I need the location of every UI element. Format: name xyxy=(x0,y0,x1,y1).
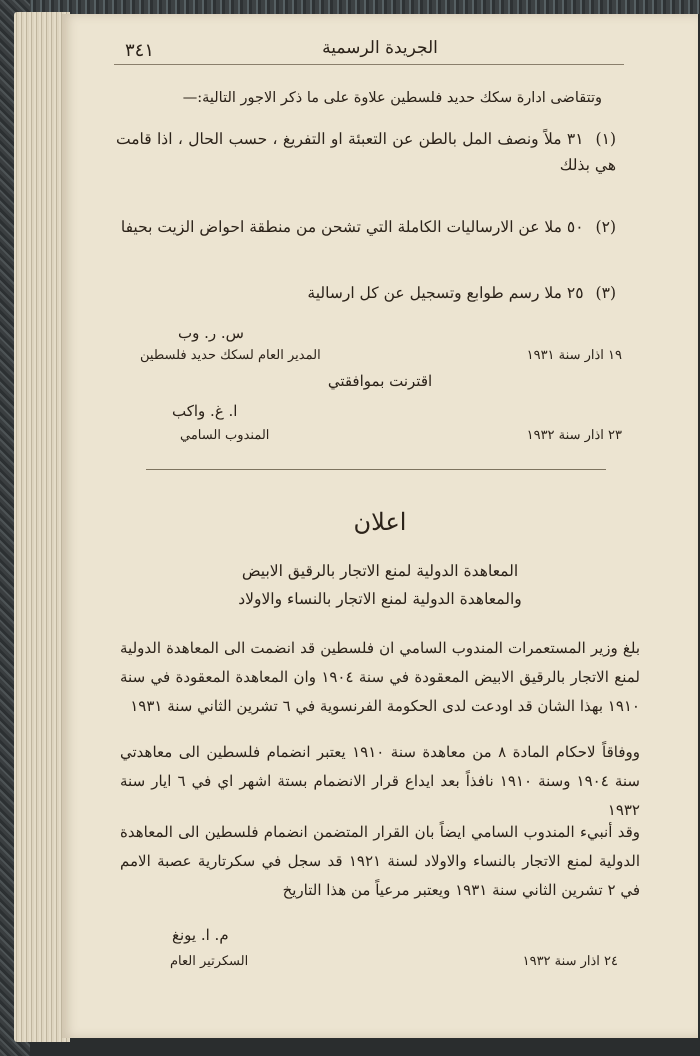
notice-subtitle-2: والمعاهدة الدولية لمنع الاتجار بالنساء والاولاد xyxy=(238,590,522,608)
list-item-2 xyxy=(116,214,616,240)
approval-text: اقترنت بموافقتي xyxy=(327,372,433,390)
signature-date-2: ٢٣ اذار سنة ١٩٣٢ xyxy=(526,428,622,443)
intro-text: وتتقاضى ادارة سكك حديد فلسطين علاوة على ما ذكر الاجور التالية:— xyxy=(182,90,602,106)
signatory-title-3: السكرتير العام xyxy=(170,954,249,969)
section-divider xyxy=(146,469,606,470)
signatory-title-1: المدير العام لسكك حديد فلسطين xyxy=(140,348,321,363)
signatory-name-1: س. ر. وب xyxy=(178,324,244,342)
signature-date-3: ٢٤ اذار سنة ١٩٣٢ xyxy=(522,954,618,969)
page-number: ٣٤١ xyxy=(124,40,154,61)
header-rule xyxy=(114,64,624,65)
list-item-1 xyxy=(116,126,616,178)
page-title: الجريدة الرسمية xyxy=(322,38,438,58)
notice-subtitle-1: المعاهدة الدولية لمنع الاتجار بالرقيق الابيض xyxy=(241,562,519,580)
item-number: (١) xyxy=(595,130,616,148)
notice-paragraph-2: ووفاقاً لاحكام المادة ٨ من معاهدة سنة ١٩١٠ يعتبر انضمام فلسطين الى معاهدتي سنة ١٩٠٤ وسنة ١٩١٠ نافذاً بعد ايداع قرار الانضمام بستة اشهر اي في ٦ ايار سنة ١٩٣٢ xyxy=(120,743,640,819)
item-number: (٢) xyxy=(595,218,616,236)
item-text: ٢٥ ملا رسم طوابع وتسجيل عن كل ارسالية xyxy=(307,284,584,302)
signatory-name-2: ا. غ. واكب xyxy=(172,402,238,420)
notice-paragraph-3: وقد أنبيء المندوب السامي ايضاً بان القرار المتضمن انضمام فلسطين الى المعاهدة الدولية لمنع الاتجار بالنساء والاولاد لسنة ١٩٢١ قد سجل في سكرتارية عصبة الامم في ٢ تشرين الثاني سنة ١٩٣١ ويعتبر مرعياً من هذا التاريخ xyxy=(120,823,640,899)
notice-paragraph-1: بلغ وزير المستعمرات المندوب السامي ان فلسطين قد انضمت الى المعاهدة الدولية لمنع الاتجار بالرقيق الابيض المعقودة في سنة ١٩٠٤ وان المعاهدة المعقودة في سنة ١٩١٠ بهذا الشان قد اودعت لدى الحكومة الفرنسوية في ٦ تشرين الثاني سنة ١٩٣١ xyxy=(120,639,640,715)
item-text: ٣١ ملاً ونصف المل بالطن عن التعبئة او التفريغ ، حسب الحال ، اذا قامت هي بذلك xyxy=(116,130,616,174)
list-item-3 xyxy=(116,280,616,306)
book-cover-top xyxy=(0,0,700,14)
notice-title: اعلان xyxy=(353,508,407,536)
gazette-page xyxy=(62,14,698,1038)
signatory-name-3: م. ا. يونغ xyxy=(172,926,229,944)
item-number: (٣) xyxy=(595,284,616,302)
item-text: ٥٠ ملا عن الارساليات الكاملة التي تشحن من منطقة احواض الزيت بحيفا xyxy=(120,218,584,236)
signature-date-1: ١٩ اذار سنة ١٩٣١ xyxy=(526,348,622,363)
signatory-title-2: المندوب السامي xyxy=(180,428,270,443)
